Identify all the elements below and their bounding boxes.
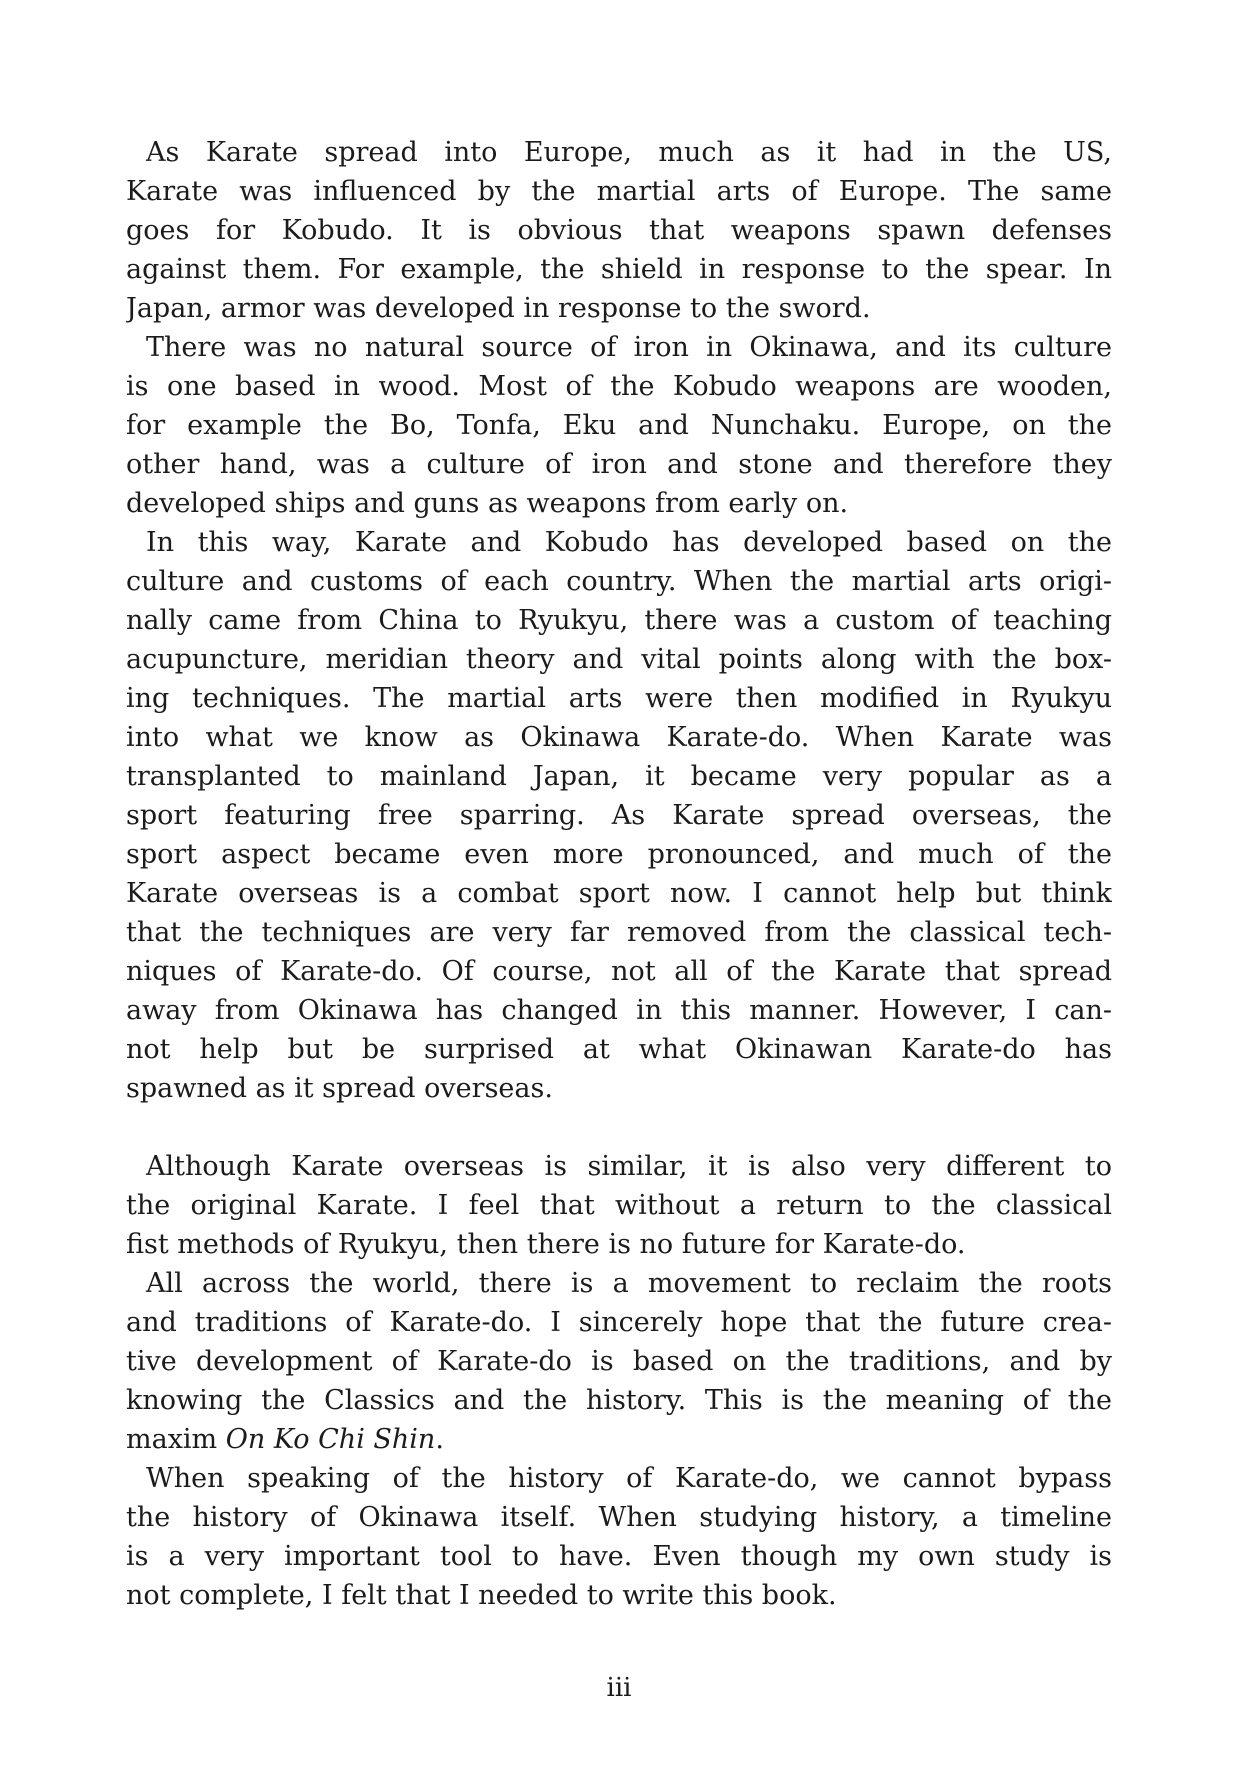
text-line: culture and customs of each country. When the martial arts origi- bbox=[126, 566, 1112, 597]
text-run: maxim bbox=[126, 1424, 226, 1455]
text-line: spawned as it spread overseas. bbox=[126, 1073, 553, 1104]
text-line: not help but be surprised at what Okinawan Karate-do has bbox=[126, 1034, 1112, 1065]
text-line bbox=[126, 1420, 1112, 1459]
text-line: developed ships and guns as weapons from early on. bbox=[126, 488, 849, 519]
paragraph-5 bbox=[126, 1264, 1112, 1459]
paragraph-3 bbox=[126, 523, 1112, 1108]
text-run: . bbox=[435, 1424, 444, 1455]
text-line: the history of Okinawa itself. When studying history, a timeline bbox=[126, 1502, 1112, 1533]
text-line: goes for Kobudo. It is obvious that weapons spawn defenses bbox=[126, 215, 1112, 246]
text-line: other hand, was a culture of iron and stone and therefore they bbox=[126, 449, 1112, 480]
text-line: All across the world, there is a movement to reclaim the roots bbox=[146, 1268, 1112, 1299]
text-line: niques of Karate-do. Of course, not all of the Karate that spread bbox=[126, 956, 1112, 987]
text-line: away from Okinawa has changed in this manner. However, I can- bbox=[126, 995, 1112, 1026]
text-line: tive development of Karate-do is based on the traditions, and by bbox=[126, 1346, 1112, 1377]
paragraph-6 bbox=[126, 1459, 1112, 1615]
text-line: is a very important tool to have. Even though my own study is bbox=[126, 1541, 1112, 1572]
text-line: is one based in wood. Most of the Kobudo weapons are wooden, bbox=[126, 371, 1112, 402]
text-line: As Karate spread into Europe, much as it had in the US, bbox=[146, 137, 1112, 168]
text-line: There was no natural source of iron in Okinawa, and its culture bbox=[146, 332, 1112, 363]
italic-text: On Ko Chi Shin bbox=[225, 1424, 436, 1455]
text-line: ing techniques. The martial arts were then modified in Ryukyu bbox=[126, 683, 1112, 714]
text-line: for example the Bo, Tonfa, Eku and Nunchaku. Europe, on the bbox=[126, 410, 1112, 441]
text-line: that the techniques are very far removed from the classical tech- bbox=[126, 917, 1112, 948]
text-line: transplanted to mainland Japan, it became very popular as a bbox=[126, 761, 1112, 792]
text-line: into what we know as Okinawa Karate-do. When Karate was bbox=[126, 722, 1112, 753]
text-line: nally came from China to Ryukyu, there was a custom of teaching bbox=[126, 605, 1112, 636]
page-number: iii bbox=[606, 1673, 632, 1703]
paragraph-2 bbox=[126, 328, 1112, 523]
paragraph-4 bbox=[126, 1147, 1112, 1264]
body-text bbox=[126, 133, 1112, 1615]
text-line: Karate was influenced by the martial arts of Europe. The same bbox=[126, 176, 1112, 207]
text-line: sport featuring free sparring. As Karate spread overseas, the bbox=[126, 800, 1112, 831]
paragraph-1 bbox=[126, 133, 1112, 328]
text-line: sport aspect became even more pronounced, and much of the bbox=[126, 839, 1112, 870]
text-line: not complete, I felt that I needed to write this book. bbox=[126, 1580, 837, 1611]
text-line: fist methods of Ryukyu, then there is no future for Karate-do. bbox=[126, 1229, 966, 1260]
text-line: the original Karate. I feel that without a return to the classical bbox=[126, 1190, 1112, 1221]
text-line: Karate overseas is a combat sport now. I cannot help but think bbox=[126, 878, 1112, 909]
text-line: Japan, armor was developed in response to the sword. bbox=[126, 293, 871, 324]
text-line: and traditions of Karate-do. I sincerely hope that the future crea- bbox=[126, 1307, 1112, 1338]
text-line: acupuncture, meridian theory and vital points along with the box- bbox=[126, 644, 1112, 675]
text-line: In this way, Karate and Kobudo has developed based on the bbox=[146, 527, 1112, 558]
text-line: knowing the Classics and the history. This is the meaning of the bbox=[126, 1385, 1112, 1416]
text-line: against them. For example, the shield in response to the spear. In bbox=[126, 254, 1112, 285]
text-line: When speaking of the history of Karate-do, we cannot bypass bbox=[146, 1463, 1112, 1494]
text-line: Although Karate overseas is similar, it is also very different to bbox=[146, 1151, 1112, 1182]
